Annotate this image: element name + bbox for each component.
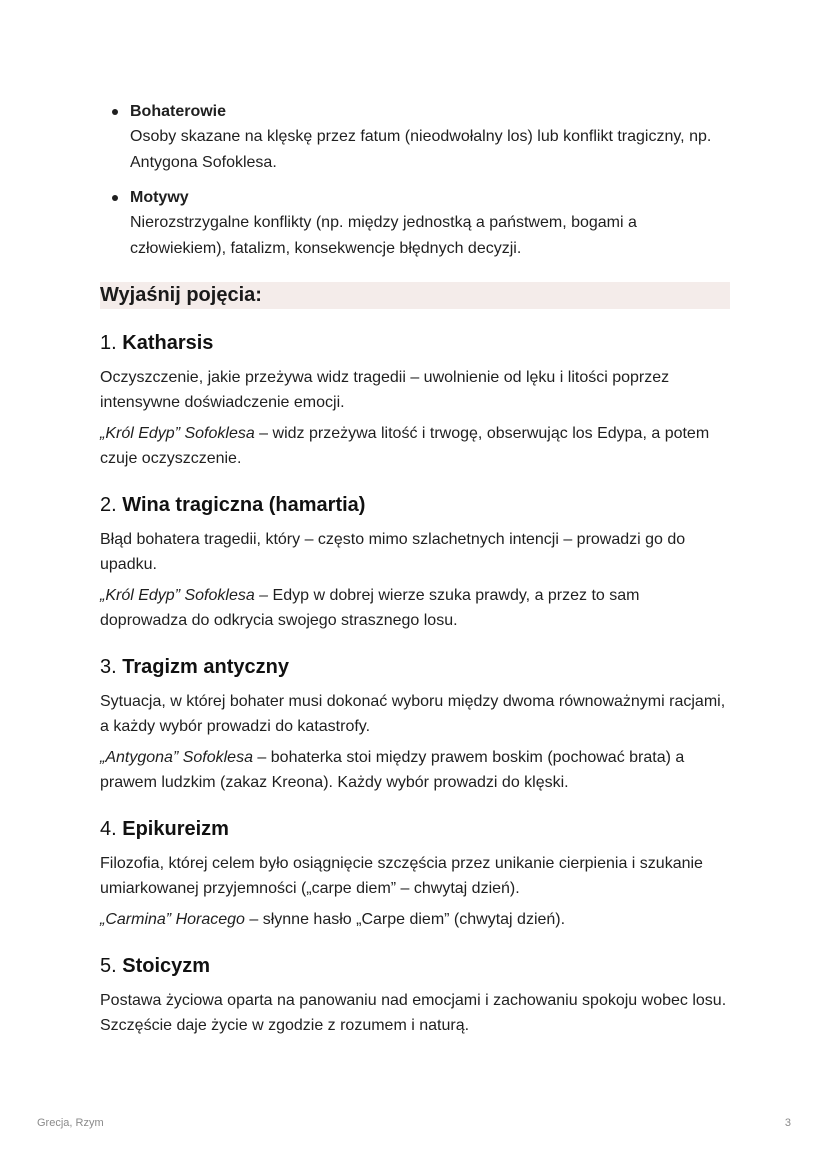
bullet-dot-icon: [112, 195, 118, 201]
term-definition: Postawa życiowa oparta na panowaniu nad emocjami i zachowaniu spokoju wobec losu. Szczęście daje życie w zgodzie z rozumem i naturą.: [100, 992, 727, 1034]
document-page: [100, 100, 730, 1044]
term-example: [100, 421, 730, 471]
bullet-text: Nierozstrzygalne konflikty (np. między jednostką a państwem, bogami a człowiekiem), fatalizm, konsekwencje błędnych decyzji.: [130, 214, 637, 257]
list-item: [100, 100, 730, 176]
term-name: Wina tragiczna (hamartia): [122, 494, 366, 516]
term-title: [100, 653, 730, 681]
list-item: [100, 186, 730, 262]
term-stoicyzm: [100, 952, 730, 1038]
term-name: Stoicyzm: [122, 955, 211, 977]
term-epikureizm: [100, 815, 730, 932]
bullet-title: Bohaterowie: [130, 103, 227, 120]
example-text: – widz przeżywa litość i trwogę, obserwując los Edypa, a potem czuje oczyszczenie.: [100, 425, 710, 467]
example-source: „Król Edyp” Sofoklesa: [100, 425, 255, 442]
section-heading: Wyjaśnij pojęcia:: [100, 282, 730, 309]
term-number: 4.: [100, 818, 117, 840]
term-number: 3.: [100, 656, 117, 678]
term-definition: Błąd bohatera tragedii, który – często mimo szlachetnych intencji – prowadzi go do upadku.: [100, 531, 686, 573]
term-title: [100, 952, 730, 980]
term-name: Katharsis: [122, 332, 214, 354]
term-example: [100, 745, 730, 795]
bullet-dot-icon: [112, 109, 118, 115]
bullet-text: Osoby skazane na klęskę przez fatum (nieodwołalny los) lub konflikt tragiczny, np. Antygona Sofoklesa.: [130, 128, 712, 171]
example-text: Edyp w dobrej wierze szuka prawdy, a przez to sam doprowadza do odkrycia swojego strasznego losu.: [100, 587, 640, 629]
term-definition: Oczyszczenie, jakie przeżywa widz tragedii – uwolnienie od lęku i litości poprzez intensywne doświadczenie emocji.: [100, 369, 670, 411]
term-name: Tragizm antyczny: [122, 656, 289, 678]
example-source: „Antygona” Sofoklesa: [100, 749, 253, 766]
term-wina-tragiczna: [100, 491, 730, 633]
page-number: 3: [784, 1117, 791, 1129]
term-number: 1.: [100, 332, 117, 354]
term-example: [100, 907, 730, 932]
term-definition: Filozofia, której celem było osiągnięcie szczęścia przez unikanie cierpienia i szukanie umiarkowanej przyjemności („carpe diem” – chwytaj dzień).: [100, 855, 703, 897]
example-source: „Carmina” Horacego: [100, 911, 245, 928]
example-text: – słynne hasło „Carpe diem” (chwytaj dzień).: [244, 911, 566, 928]
term-title: [100, 329, 730, 357]
term-katharsis: [100, 329, 730, 471]
term-name: Epikureizm: [122, 818, 229, 840]
footer-title: Grecja, Rzym: [37, 1117, 104, 1129]
term-title: [100, 815, 730, 843]
term-title: [100, 491, 730, 519]
term-tragizm-antyczny: [100, 653, 730, 795]
bullet-title: Motywy: [130, 189, 189, 206]
bullet-list: [100, 100, 730, 262]
example-text: – bohaterka stoi między prawem boskim (pochować brata) a prawem ludzkim (zakaz Kreona). Każdy wybór prowadzi do klęski.: [100, 749, 685, 791]
term-number: 5.: [100, 955, 117, 977]
term-number: 2.: [100, 494, 117, 516]
example-source: „Król Edyp” Sofoklesa –: [100, 587, 269, 604]
term-example: [100, 583, 730, 633]
term-definition: Sytuacja, w której bohater musi dokonać wyboru między dwoma równoważnymi racjami, a każdy wybór prowadzi do katastrofy.: [100, 693, 726, 735]
